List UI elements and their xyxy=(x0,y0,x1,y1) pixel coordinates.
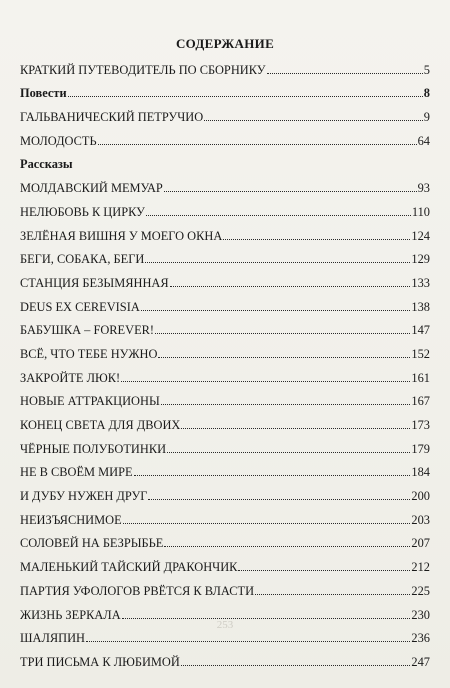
dot-leader xyxy=(238,570,410,571)
toc-entry xyxy=(20,479,430,503)
dot-leader xyxy=(164,191,417,192)
toc-page-number: 133 xyxy=(411,275,430,290)
toc-entry-title: ГАЛЬВАНИЧЕСКИЙ ПЕТРУЧИО xyxy=(20,110,204,125)
dot-leader xyxy=(167,452,410,453)
toc-entry-title: БАБУШКА – FOREVER! xyxy=(20,323,155,338)
toc-entry-title: Повести xyxy=(20,86,67,101)
toc-page-number: 5 xyxy=(423,62,430,77)
toc-entry-title: И ДУБУ НУЖЕН ДРУГ xyxy=(20,489,148,504)
dot-leader xyxy=(161,404,411,405)
dot-leader xyxy=(145,262,410,263)
dot-leader xyxy=(223,239,410,240)
toc-page-number: 236 xyxy=(411,631,430,646)
dot-leader xyxy=(86,641,410,642)
toc-entry-title: МОЛОДОСТЬ xyxy=(20,133,97,148)
toc-entry-title: КОНЕЦ СВЕТА ДЛЯ ДВОИХ xyxy=(20,418,181,432)
toc-entry xyxy=(20,598,430,622)
toc-entry-title: НОВЫЕ АТТРАКЦИОНЫ xyxy=(20,394,160,409)
toc-entry xyxy=(20,100,430,124)
toc-entry-title: КРАТКИЙ ПУТЕВОДИТЕЛЬ ПО СБОРНИКУ xyxy=(20,62,266,77)
toc-entry-title: Рассказы xyxy=(20,157,73,172)
toc-page-number: 179 xyxy=(411,441,430,456)
dot-leader xyxy=(155,333,410,334)
toc-entry-title: МАЛЕНЬКИЙ ТАЙСКИЙ ДРАКОНЧИК xyxy=(20,560,238,575)
dot-leader xyxy=(68,96,423,97)
dot-leader xyxy=(123,523,411,524)
dot-leader xyxy=(267,73,423,74)
dot-leader xyxy=(181,665,411,666)
toc-entry-title: СОЛОВЕЙ НА БЕЗРЫБЬЕ xyxy=(20,536,164,551)
toc-entry xyxy=(20,314,430,338)
toc-page-number: 247 xyxy=(411,654,430,669)
toc-entry xyxy=(20,337,430,361)
dot-leader xyxy=(134,475,411,476)
toc-page-number: 110 xyxy=(411,204,430,219)
toc-entry xyxy=(20,290,430,314)
toc-entry xyxy=(20,53,430,77)
toc-entry-title: ПАРТИЯ УФОЛОГОВ РВЁТСЯ К ВЛАСТИ xyxy=(20,583,255,598)
toc-page-number: 64 xyxy=(417,133,430,148)
toc-entry-title: ЖИЗНЬ ЗЕРКАЛА xyxy=(20,607,121,622)
toc-page-number: 207 xyxy=(411,536,430,551)
toc-entry xyxy=(20,266,430,290)
toc-entry-title: НЕ В СВОЁМ МИРЕ xyxy=(20,465,133,480)
toc-page-number: 203 xyxy=(411,512,430,527)
dot-leader xyxy=(255,594,410,595)
dot-leader xyxy=(164,546,410,547)
toc-page-number: 212 xyxy=(411,560,430,575)
toc-entry xyxy=(20,527,430,551)
toc-entry-title: ВСЁ, ЧТО ТЕБЕ НУЖНО xyxy=(20,346,158,361)
dot-leader xyxy=(146,215,411,216)
toc-page-number: 152 xyxy=(411,346,430,361)
toc-entry xyxy=(20,361,430,385)
toc-entry-title: ЗАКРОЙТЕ ЛЮК! xyxy=(20,370,121,385)
toc-page-number: 230 xyxy=(411,607,430,622)
toc-page-number: 8 xyxy=(423,86,430,101)
toc-entry-title: DEUS EX CEREVISIA xyxy=(20,299,140,314)
dot-leader xyxy=(181,428,410,429)
toc-entry xyxy=(20,385,430,409)
toc-entry xyxy=(20,456,430,480)
toc-entry-title: ТРИ ПИСЬМА К ЛЮБИМОЙ xyxy=(20,654,180,669)
toc-page-number: 138 xyxy=(411,299,430,314)
dot-leader xyxy=(148,499,410,500)
dot-leader xyxy=(98,144,417,145)
toc-entry xyxy=(20,432,430,456)
table-of-contents xyxy=(20,53,430,669)
toc-entry-title: НЕЛЮБОВЬ К ЦИРКУ xyxy=(20,204,145,219)
toc-entry xyxy=(20,550,430,574)
toc-entry xyxy=(20,219,430,243)
toc-page-number: 93 xyxy=(417,181,430,196)
toc-entry xyxy=(20,503,430,527)
toc-entry-title: ЗЕЛЁНАЯ ВИШНЯ У МОЕГО ОКНА xyxy=(20,228,223,243)
dot-leader xyxy=(204,120,423,121)
toc-page-number: 129 xyxy=(411,252,430,267)
toc-page-number: 147 xyxy=(411,323,430,338)
toc-section-heading xyxy=(20,77,430,101)
toc-page-number: 184 xyxy=(411,465,430,480)
dot-leader xyxy=(158,357,410,358)
toc-entry-title: СТАНЦИЯ БЕЗЫМЯННАЯ xyxy=(20,275,169,290)
toc-entry xyxy=(20,574,430,598)
toc-page-number: 167 xyxy=(411,394,430,409)
toc-page-number: 161 xyxy=(411,370,430,385)
toc-entry xyxy=(20,645,430,669)
dot-leader xyxy=(121,381,410,382)
page-title: СОДЕРЖАНИЕ xyxy=(175,36,275,51)
toc-entry-title: БЕГИ, СОБАКА, БЕГИ xyxy=(20,252,145,267)
toc-entry-title: ЧЁРНЫЕ ПОЛУБОТИНКИ xyxy=(20,441,167,456)
dot-leader xyxy=(170,286,411,287)
toc-entry xyxy=(20,171,430,195)
toc-page-number: 225 xyxy=(411,583,430,598)
toc-page-number: 200 xyxy=(411,489,430,504)
toc-entry-title: ШАЛЯПИН xyxy=(20,631,85,646)
dot-leader xyxy=(141,310,411,311)
toc-entry xyxy=(20,408,430,432)
toc-entry xyxy=(20,195,430,219)
toc-page-number: 173 xyxy=(411,418,430,432)
toc-entry-title: НЕИЗЪЯСНИМОЕ xyxy=(20,512,122,527)
toc-entry-title: МОЛДАВСКИЙ МЕМУАР xyxy=(20,181,163,196)
toc-section-heading xyxy=(20,148,430,172)
toc-page-number: 9 xyxy=(423,110,430,125)
toc-entry xyxy=(20,124,430,148)
toc-entry xyxy=(20,243,430,267)
page-number-folio: 253 xyxy=(216,619,234,631)
toc-page-number: 124 xyxy=(411,228,430,243)
